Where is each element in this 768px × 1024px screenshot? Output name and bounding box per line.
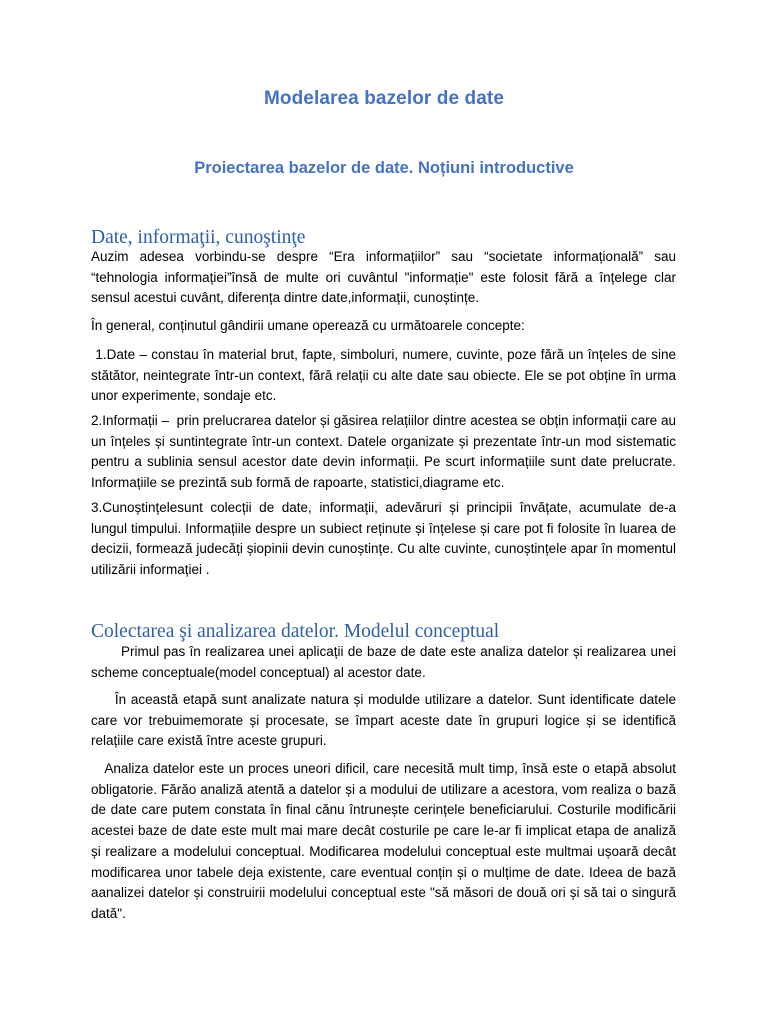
- paragraph-concepts: În general, conținutul gândirii umane operează cu următoarele concepte:: [91, 318, 525, 333]
- section-heading-colectarea: Colectarea şi analizarea datelor. Modelul conceptual: [91, 621, 500, 642]
- paragraph-cunostinte: 3.Cunoștințelesunt colecții de date, informații, adevăruri și principii învățate, acumulate de-a lungul timpului. Informațiile despre un subiect reținute și înțelese și care pot fi folosite în luarea de decizii, formează judecăți șiopinii devin cunoștințe. Cu alte cuvinte, cunoștințele apar în momentul utilizării informației .: [91, 500, 676, 578]
- paragraph-analiza: Analiza datelor este un proces uneori dificil, care necesită mult timp, însă este o etapă absolut obligatorie. Fărăo analiză atentă a datelor și a modului de utilizare a acestora, vom realiza o bază de date care putem constata în final cănu întrunește cerințele beneficiarului. Costurile modificării acestei baze de date este mult mai mare decât costurile pe care le-ar fi implicat etapa de analiză și realizare a modelului conceptual. Modificarea modelului conceptual este multmai ușoară decât modificarea unor tabele deja existente, care eventual conțin și o mulțime de date. Ideea de bază aanalizei datelor și construirii modelului conceptual este "să măsori de două ori și să tai o singură dată".: [91, 761, 676, 921]
- paragraph-intro: Auzim adesea vorbindu-se despre “Era informațiilor” sau “societate informațională” sau “tehnologia informației”însă de multe ori cuvântul "informație" este folosit fără a înțelege clar sensul acestui cuvânt, diferența dintre date,informații, cunoștințe.: [91, 249, 676, 306]
- paragraph-informatii: 2.Informații – prin prelucrarea datelor și găsirea relațiilor dintre acestea se obțin informații care au un înțeles și suntintegrate într-un context. Datele organizate și prezentate într-un mod sistematic pentru a sublinia sensul acestor date devin informații. Pe scurt informațiile sunt date prelucrate. Informațiile se prezintă sub formă de rapoarte, statistici,diagrame etc.: [91, 413, 676, 491]
- document-subtitle: Proiectarea bazelor de date. Noțiuni introductive: [194, 159, 574, 177]
- document-title: Modelarea bazelor de date: [263, 88, 505, 109]
- paragraph-etapa: În această etapă sunt analizate natura și modulde utilizare a datelor. Sunt identificate datele care vor trebuimemorate și procesate, se împart aceste date în grupuri logice și se identifică relațiile care există între aceste grupuri.: [91, 692, 676, 749]
- paragraph-primul-pas: Primul pas în realizarea unei aplicații de baze de date este analiza datelor și realizarea unei scheme conceptuale(model conceptual) al acestor date.: [91, 644, 676, 680]
- paragraph-date: 1.Date – constau în material brut, fapte, simboluri, numere, cuvinte, poze fără un înțeles de sine stătător, neintegrate într-un context, fără relații cu alte date sau obiecte. Ele se pot obține în urma unor experimente, sondaje etc.: [91, 347, 676, 404]
- section-heading-date-informatii: Date, informaţii, cunoştinţe: [91, 227, 306, 248]
